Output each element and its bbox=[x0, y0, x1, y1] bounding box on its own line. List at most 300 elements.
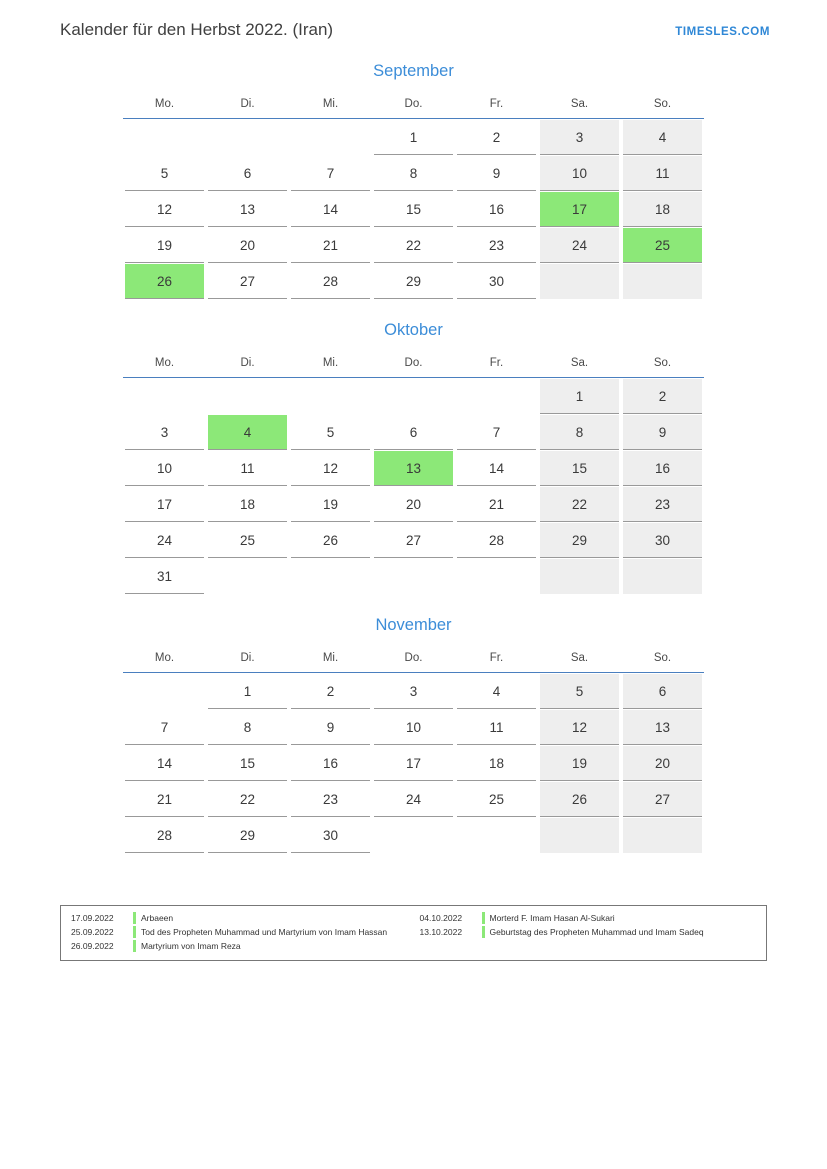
day-number: 25 bbox=[623, 228, 702, 263]
day-number bbox=[457, 559, 536, 594]
day-cell[interactable] bbox=[289, 522, 372, 558]
day-number: 4 bbox=[457, 674, 536, 709]
day-cell[interactable] bbox=[621, 450, 704, 486]
legend-item bbox=[420, 926, 757, 938]
day-cell-empty bbox=[538, 817, 621, 853]
day-cell[interactable] bbox=[455, 119, 538, 156]
day-cell[interactable] bbox=[289, 745, 372, 781]
day-cell[interactable] bbox=[538, 155, 621, 191]
day-number: 15 bbox=[208, 746, 287, 781]
day-cell[interactable] bbox=[372, 745, 455, 781]
day-number: 11 bbox=[457, 710, 536, 745]
weekday-header: Fr. bbox=[455, 356, 538, 378]
legend-item-date: 25.09.2022 bbox=[71, 927, 114, 937]
day-number bbox=[208, 120, 287, 155]
day-number bbox=[291, 559, 370, 594]
day-cell[interactable] bbox=[123, 155, 206, 191]
day-cell[interactable] bbox=[621, 227, 704, 263]
day-number: 27 bbox=[623, 782, 702, 817]
legend-item bbox=[71, 926, 408, 938]
day-cell[interactable] bbox=[621, 522, 704, 558]
day-cell[interactable] bbox=[372, 486, 455, 522]
week-row bbox=[123, 709, 704, 745]
day-cell[interactable] bbox=[372, 709, 455, 745]
day-number: 22 bbox=[540, 487, 619, 522]
day-number: 3 bbox=[125, 415, 204, 450]
day-number: 28 bbox=[457, 523, 536, 558]
day-cell-empty bbox=[289, 119, 372, 156]
day-cell[interactable] bbox=[455, 522, 538, 558]
day-number: 25 bbox=[208, 523, 287, 558]
day-number: 5 bbox=[291, 415, 370, 450]
day-number: 19 bbox=[125, 228, 204, 263]
day-number: 22 bbox=[208, 782, 287, 817]
day-cell[interactable] bbox=[621, 414, 704, 450]
month-name: September bbox=[373, 62, 454, 80]
day-number: 29 bbox=[208, 818, 287, 853]
day-cell[interactable] bbox=[123, 450, 206, 486]
day-number: 23 bbox=[623, 487, 702, 522]
day-number: 28 bbox=[125, 818, 204, 853]
weekday-header: Fr. bbox=[455, 651, 538, 673]
day-cell[interactable] bbox=[372, 263, 455, 299]
day-cell[interactable] bbox=[206, 745, 289, 781]
day-number: 13 bbox=[623, 710, 702, 745]
day-cell[interactable] bbox=[455, 745, 538, 781]
day-number: 23 bbox=[291, 782, 370, 817]
week-row bbox=[123, 558, 704, 594]
day-cell[interactable] bbox=[123, 522, 206, 558]
day-number bbox=[540, 264, 619, 299]
day-cell[interactable] bbox=[206, 155, 289, 191]
day-cell[interactable] bbox=[206, 709, 289, 745]
day-number bbox=[125, 120, 204, 155]
day-cell[interactable] bbox=[538, 378, 621, 415]
week-row bbox=[123, 119, 704, 156]
day-number bbox=[540, 559, 619, 594]
day-cell[interactable] bbox=[206, 263, 289, 299]
day-cell-empty bbox=[206, 119, 289, 156]
legend-column-left bbox=[65, 912, 414, 954]
day-number: 9 bbox=[291, 710, 370, 745]
week-row bbox=[123, 227, 704, 263]
day-cell[interactable] bbox=[123, 227, 206, 263]
day-number: 24 bbox=[540, 228, 619, 263]
day-cell[interactable] bbox=[455, 486, 538, 522]
day-cell[interactable] bbox=[372, 781, 455, 817]
day-cell[interactable] bbox=[455, 191, 538, 227]
day-number: 24 bbox=[125, 523, 204, 558]
day-number bbox=[623, 818, 702, 853]
week-row bbox=[123, 414, 704, 450]
page-header bbox=[0, 20, 827, 50]
day-number: 1 bbox=[374, 120, 453, 155]
week-row bbox=[123, 745, 704, 781]
legend-item-date: 17.09.2022 bbox=[71, 913, 114, 923]
legend-item bbox=[420, 912, 757, 924]
day-number: 8 bbox=[540, 415, 619, 450]
month-block bbox=[0, 321, 827, 594]
day-cell-empty bbox=[289, 558, 372, 594]
month-block bbox=[0, 62, 827, 299]
day-cell[interactable] bbox=[621, 745, 704, 781]
day-number: 1 bbox=[208, 674, 287, 709]
weekday-header-row bbox=[123, 97, 704, 119]
page-title: Kalender für den Herbst 2022. (Iran) bbox=[60, 20, 334, 39]
day-cell[interactable] bbox=[289, 709, 372, 745]
day-cell-empty bbox=[455, 558, 538, 594]
day-number: 15 bbox=[374, 192, 453, 227]
day-number: 30 bbox=[457, 264, 536, 299]
day-number: 18 bbox=[623, 192, 702, 227]
day-cell[interactable] bbox=[206, 227, 289, 263]
month-name: November bbox=[375, 616, 452, 634]
day-cell[interactable] bbox=[123, 709, 206, 745]
legend-item-text: Tod des Propheten Muhammad und Martyrium von Imam Hassan bbox=[141, 927, 388, 937]
legend-color-swatch bbox=[482, 912, 485, 924]
weekday-header: Do. bbox=[372, 651, 455, 673]
day-cell[interactable] bbox=[123, 263, 206, 299]
day-number: 6 bbox=[208, 156, 287, 191]
day-number: 27 bbox=[374, 523, 453, 558]
day-number: 6 bbox=[374, 415, 453, 450]
weekday-header: Do. bbox=[372, 97, 455, 119]
day-number: 16 bbox=[623, 451, 702, 486]
day-cell[interactable] bbox=[206, 191, 289, 227]
day-number: 1 bbox=[540, 379, 619, 414]
day-number: 5 bbox=[540, 674, 619, 709]
day-cell[interactable] bbox=[538, 709, 621, 745]
weekday-header: Di. bbox=[206, 97, 289, 119]
day-number bbox=[374, 818, 453, 853]
day-number bbox=[540, 818, 619, 853]
day-number: 3 bbox=[540, 120, 619, 155]
day-cell[interactable] bbox=[372, 673, 455, 710]
weekday-header: So. bbox=[621, 356, 704, 378]
day-cell[interactable] bbox=[455, 450, 538, 486]
day-cell[interactable] bbox=[206, 522, 289, 558]
day-cell[interactable] bbox=[123, 486, 206, 522]
legend-item bbox=[71, 912, 408, 924]
day-cell[interactable] bbox=[538, 119, 621, 156]
weekday-header: Sa. bbox=[538, 651, 621, 673]
day-number: 14 bbox=[291, 192, 370, 227]
day-number: 20 bbox=[208, 228, 287, 263]
day-cell[interactable] bbox=[455, 155, 538, 191]
day-cell[interactable] bbox=[538, 522, 621, 558]
day-number bbox=[125, 379, 204, 414]
weekday-header: Fr. bbox=[455, 97, 538, 119]
legend-item-text: Arbaeen bbox=[141, 913, 174, 923]
day-number bbox=[291, 120, 370, 155]
weekday-header-row bbox=[123, 356, 704, 378]
day-number bbox=[457, 379, 536, 414]
weekday-header: Mi. bbox=[289, 356, 372, 378]
day-cell[interactable] bbox=[289, 414, 372, 450]
day-cell[interactable] bbox=[621, 709, 704, 745]
week-row bbox=[123, 486, 704, 522]
day-cell[interactable] bbox=[372, 191, 455, 227]
day-number: 8 bbox=[208, 710, 287, 745]
day-cell-empty bbox=[621, 558, 704, 594]
day-number: 28 bbox=[291, 264, 370, 299]
day-number: 10 bbox=[540, 156, 619, 191]
day-cell[interactable] bbox=[123, 817, 206, 853]
day-cell[interactable] bbox=[455, 414, 538, 450]
day-cell[interactable] bbox=[123, 745, 206, 781]
month-name: Oktober bbox=[384, 321, 443, 339]
day-cell[interactable] bbox=[289, 486, 372, 522]
month-table bbox=[123, 356, 704, 594]
day-number: 29 bbox=[540, 523, 619, 558]
day-cell[interactable] bbox=[123, 781, 206, 817]
day-number bbox=[291, 379, 370, 414]
day-number: 9 bbox=[457, 156, 536, 191]
day-cell-empty bbox=[206, 558, 289, 594]
day-cell-empty bbox=[372, 817, 455, 853]
day-number: 7 bbox=[125, 710, 204, 745]
day-number: 14 bbox=[457, 451, 536, 486]
day-cell-empty bbox=[621, 817, 704, 853]
day-number: 18 bbox=[457, 746, 536, 781]
day-cell[interactable] bbox=[206, 414, 289, 450]
day-cell[interactable] bbox=[289, 263, 372, 299]
day-cell-empty bbox=[123, 119, 206, 156]
legend-color-swatch bbox=[482, 926, 485, 938]
day-cell[interactable] bbox=[372, 155, 455, 191]
day-number: 25 bbox=[457, 782, 536, 817]
day-number: 27 bbox=[208, 264, 287, 299]
day-cell[interactable] bbox=[123, 414, 206, 450]
day-number bbox=[623, 559, 702, 594]
day-number: 29 bbox=[374, 264, 453, 299]
day-number: 21 bbox=[125, 782, 204, 817]
legend-color-swatch bbox=[133, 940, 136, 952]
day-cell[interactable] bbox=[538, 191, 621, 227]
day-number: 8 bbox=[374, 156, 453, 191]
day-number bbox=[457, 818, 536, 853]
day-number: 7 bbox=[291, 156, 370, 191]
day-cell[interactable] bbox=[538, 414, 621, 450]
day-cell-empty bbox=[123, 673, 206, 710]
day-number: 6 bbox=[623, 674, 702, 709]
day-cell[interactable] bbox=[372, 227, 455, 263]
legend-column-right bbox=[414, 912, 763, 954]
day-cell[interactable] bbox=[289, 817, 372, 853]
day-cell[interactable] bbox=[621, 191, 704, 227]
weekday-header: Mo. bbox=[123, 97, 206, 119]
weekday-header: So. bbox=[621, 97, 704, 119]
day-number bbox=[374, 379, 453, 414]
day-cell[interactable] bbox=[455, 709, 538, 745]
day-number: 16 bbox=[457, 192, 536, 227]
week-row bbox=[123, 781, 704, 817]
day-number: 30 bbox=[291, 818, 370, 853]
week-row bbox=[123, 263, 704, 299]
day-cell[interactable] bbox=[206, 817, 289, 853]
day-number: 10 bbox=[374, 710, 453, 745]
week-row bbox=[123, 817, 704, 853]
month-table bbox=[123, 651, 704, 853]
legend-item bbox=[71, 940, 408, 952]
day-cell-empty bbox=[621, 263, 704, 299]
day-number bbox=[208, 559, 287, 594]
day-number: 12 bbox=[125, 192, 204, 227]
day-cell[interactable] bbox=[538, 673, 621, 710]
day-number: 13 bbox=[208, 192, 287, 227]
day-cell[interactable] bbox=[289, 191, 372, 227]
day-number: 15 bbox=[540, 451, 619, 486]
day-cell[interactable] bbox=[206, 673, 289, 710]
day-number: 21 bbox=[291, 228, 370, 263]
day-cell[interactable] bbox=[206, 450, 289, 486]
legend-item-date: 04.10.2022 bbox=[419, 913, 463, 923]
day-cell[interactable] bbox=[455, 227, 538, 263]
day-cell[interactable] bbox=[621, 155, 704, 191]
month-block bbox=[0, 616, 827, 853]
day-cell[interactable] bbox=[289, 450, 372, 486]
day-number: 17 bbox=[374, 746, 453, 781]
day-number: 21 bbox=[457, 487, 536, 522]
day-number: 4 bbox=[208, 415, 287, 450]
legend-item-date: 26.09.2022 bbox=[71, 941, 114, 951]
weekday-header: Sa. bbox=[538, 97, 621, 119]
day-cell[interactable] bbox=[289, 781, 372, 817]
day-cell-empty bbox=[455, 817, 538, 853]
day-cell-empty bbox=[123, 378, 206, 415]
weekday-header: Mi. bbox=[289, 651, 372, 673]
legend-color-swatch bbox=[133, 912, 136, 924]
month-table bbox=[123, 97, 704, 299]
day-number: 24 bbox=[374, 782, 453, 817]
week-row bbox=[123, 155, 704, 191]
day-number: 19 bbox=[540, 746, 619, 781]
day-number: 11 bbox=[208, 451, 287, 486]
day-number bbox=[208, 379, 287, 414]
day-cell[interactable] bbox=[621, 378, 704, 415]
day-cell[interactable] bbox=[372, 119, 455, 156]
day-number: 22 bbox=[374, 228, 453, 263]
day-number: 7 bbox=[457, 415, 536, 450]
day-number: 11 bbox=[623, 156, 702, 191]
day-cell[interactable] bbox=[123, 191, 206, 227]
week-row bbox=[123, 522, 704, 558]
legend-color-swatch bbox=[133, 926, 136, 938]
day-cell-empty bbox=[206, 378, 289, 415]
day-number: 13 bbox=[374, 451, 453, 486]
day-number: 2 bbox=[623, 379, 702, 414]
weekday-header: Di. bbox=[206, 356, 289, 378]
day-number: 26 bbox=[291, 523, 370, 558]
day-number: 9 bbox=[623, 415, 702, 450]
weekday-header: Di. bbox=[206, 651, 289, 673]
legend bbox=[60, 905, 767, 961]
day-cell[interactable] bbox=[621, 781, 704, 817]
day-cell[interactable] bbox=[455, 263, 538, 299]
day-cell-empty bbox=[289, 378, 372, 415]
day-number: 2 bbox=[291, 674, 370, 709]
day-cell[interactable] bbox=[206, 486, 289, 522]
day-number: 10 bbox=[125, 451, 204, 486]
day-number: 4 bbox=[623, 120, 702, 155]
day-number: 30 bbox=[623, 523, 702, 558]
day-cell[interactable] bbox=[538, 486, 621, 522]
day-cell[interactable] bbox=[206, 781, 289, 817]
weekday-header: Sa. bbox=[538, 356, 621, 378]
legend-item-text: Martyrium von Imam Reza bbox=[141, 941, 241, 951]
legend-item-date: 13.10.2022 bbox=[419, 927, 463, 937]
day-number: 12 bbox=[540, 710, 619, 745]
day-number: 3 bbox=[374, 674, 453, 709]
day-cell-empty bbox=[538, 558, 621, 594]
day-number bbox=[125, 674, 204, 709]
day-number: 2 bbox=[457, 120, 536, 155]
brand-label: TIMESLES.COM bbox=[675, 26, 770, 38]
day-number: 26 bbox=[540, 782, 619, 817]
weekday-header: Do. bbox=[372, 356, 455, 378]
week-row bbox=[123, 191, 704, 227]
day-cell[interactable] bbox=[289, 155, 372, 191]
day-cell[interactable] bbox=[455, 781, 538, 817]
day-number: 14 bbox=[125, 746, 204, 781]
day-cell[interactable] bbox=[372, 522, 455, 558]
day-cell[interactable] bbox=[621, 119, 704, 156]
legend-item-text: Geburtstag des Propheten Muhammad und Imam Sadeq bbox=[489, 927, 704, 937]
day-number bbox=[623, 264, 702, 299]
day-cell-empty bbox=[455, 378, 538, 415]
day-cell[interactable] bbox=[621, 486, 704, 522]
day-number: 20 bbox=[623, 746, 702, 781]
day-cell[interactable] bbox=[455, 673, 538, 710]
day-number: 16 bbox=[291, 746, 370, 781]
weekday-header: Mo. bbox=[123, 356, 206, 378]
day-cell[interactable] bbox=[538, 781, 621, 817]
day-number: 17 bbox=[125, 487, 204, 522]
weekday-header: Mi. bbox=[289, 97, 372, 119]
week-row bbox=[123, 450, 704, 486]
months-container bbox=[0, 62, 827, 875]
day-number: 17 bbox=[540, 192, 619, 227]
day-cell-empty bbox=[372, 378, 455, 415]
day-cell[interactable] bbox=[538, 227, 621, 263]
day-cell[interactable] bbox=[538, 745, 621, 781]
day-cell[interactable] bbox=[123, 558, 206, 594]
day-cell[interactable] bbox=[621, 673, 704, 710]
day-number: 12 bbox=[291, 451, 370, 486]
day-cell[interactable] bbox=[289, 673, 372, 710]
legend-item-text: Morterd F. Imam Hasan Al-Sukari bbox=[489, 913, 615, 923]
day-number bbox=[374, 559, 453, 594]
day-number: 26 bbox=[125, 264, 204, 299]
day-number: 19 bbox=[291, 487, 370, 522]
day-cell[interactable] bbox=[538, 450, 621, 486]
weekday-header: Mo. bbox=[123, 651, 206, 673]
day-cell-empty bbox=[538, 263, 621, 299]
day-number: 18 bbox=[208, 487, 287, 522]
day-cell-empty bbox=[372, 558, 455, 594]
day-number: 20 bbox=[374, 487, 453, 522]
day-number: 31 bbox=[125, 559, 204, 594]
day-cell[interactable] bbox=[289, 227, 372, 263]
weekday-header: So. bbox=[621, 651, 704, 673]
week-row bbox=[123, 378, 704, 415]
week-row bbox=[123, 673, 704, 710]
day-number: 5 bbox=[125, 156, 204, 191]
day-cell[interactable] bbox=[372, 414, 455, 450]
weekday-header-row bbox=[123, 651, 704, 673]
day-number: 23 bbox=[457, 228, 536, 263]
day-cell[interactable] bbox=[372, 450, 455, 486]
